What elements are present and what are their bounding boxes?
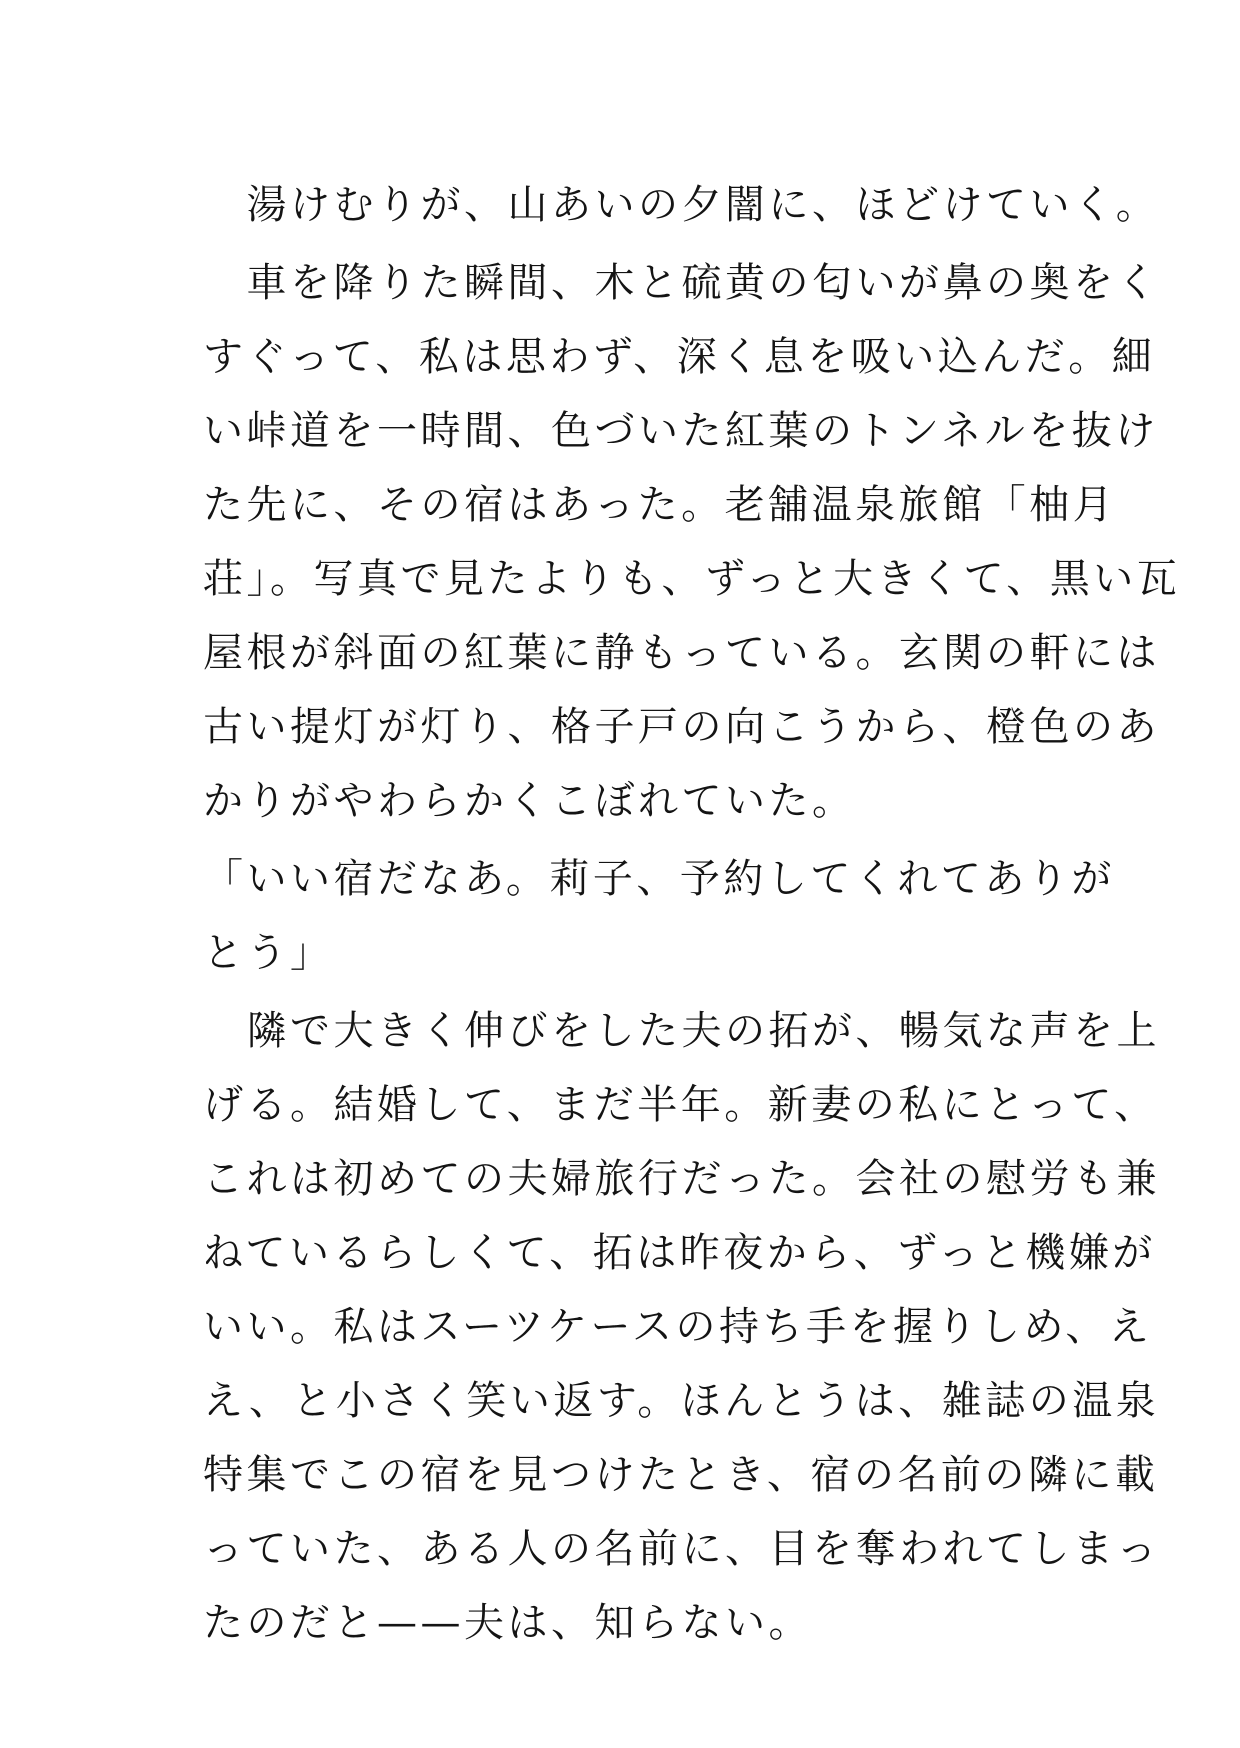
text-line: っていた、ある人の名前に、目を奪われてしまっ — [203, 1526, 1160, 1572]
text-line: これは初めての夫婦旅行だった。会社の慰労も兼 — [203, 1156, 1160, 1202]
text-line: 「いい宿だなあ。莉子、予約してくれてありが — [203, 856, 1115, 902]
paragraph-1 — [203, 168, 1160, 242]
text-line: 荘」。写真で見たよりも、ずっと大きくて、黒い瓦 — [203, 556, 1181, 602]
text-line: たのだと——夫は、知らない。 — [203, 1600, 812, 1646]
text-line: いい。私はスーツケースの持ち手を握りしめ、え — [203, 1304, 1153, 1350]
text-line: かりがやわらかくこぼれていた。 — [203, 778, 856, 824]
text-line: 特集でこの宿を見つけたとき、宿の名前の隣に載 — [203, 1452, 1159, 1498]
text-line: 湯けむりが、山あいの夕闇に、ほどけていく。 — [203, 182, 1160, 228]
text-line: すぐって、私は思わず、深く息を吸い込んだ。細 — [203, 334, 1156, 380]
text-line: 車を降りた瞬間、木と硫黄の匂いが鼻の奥をく — [203, 260, 1160, 306]
paragraph-4 — [203, 994, 1160, 1660]
text-line: い峠道を一時間、色づいた紅葉のトンネルを抜け — [203, 408, 1159, 454]
text-line: 隣で大きく伸びをした夫の拓が、暢気な声を上 — [203, 1008, 1160, 1054]
text-line: え、と小さく笑い返す。ほんとうは、雑誌の温泉 — [203, 1378, 1160, 1424]
text-line: た先に、その宿はあった。老舗温泉旅館「柚月 — [203, 482, 1117, 528]
body-text — [203, 168, 1181, 1660]
text-line: 古い提灯が灯り、格子戸の向こうから、橙色のあ — [203, 704, 1160, 750]
text-line: げる。結婚して、まだ半年。新妻の私にとって、 — [203, 1082, 1158, 1128]
text-line: とう」 — [203, 930, 334, 976]
text-line: ねているらしくて、拓は昨夜から、ずっと機嫌が — [203, 1230, 1156, 1276]
paragraph-3-dialogue — [203, 842, 1115, 990]
text-line: 屋根が斜面の紅葉に静もっている。玄関の軒には — [203, 630, 1160, 676]
paragraph-2 — [203, 246, 1181, 838]
